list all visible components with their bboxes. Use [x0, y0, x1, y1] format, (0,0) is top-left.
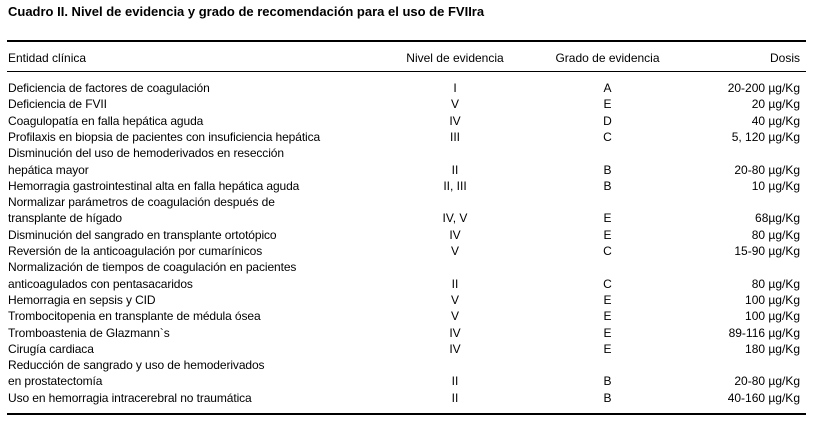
- table-header: [0, 50, 820, 66]
- cell-level: IV: [449, 227, 461, 242]
- table-bottom-rule: [7, 413, 806, 415]
- cell-entity: en prostatectomía: [8, 374, 103, 389]
- cell-level: V: [450, 244, 459, 258]
- table-row: [0, 325, 820, 341]
- cell-dose: 20-80 µg/Kg: [734, 162, 800, 177]
- cell-level: II: [451, 374, 459, 389]
- cell-level: II: [451, 390, 459, 405]
- table-row: [0, 162, 820, 178]
- table-row: [0, 145, 820, 161]
- table-row: [0, 341, 820, 357]
- column-header-grade: Grado de evidencia: [555, 51, 660, 65]
- cell-dose: 20 µg/Kg: [751, 97, 800, 112]
- table-row: [0, 276, 820, 292]
- cell-grade: E: [603, 325, 612, 340]
- cell-entity: hepática mayor: [8, 162, 89, 177]
- table-row: [0, 194, 820, 210]
- cell-grade: D: [603, 113, 612, 128]
- cell-dose: 100 µg/Kg: [745, 309, 800, 324]
- table-row: [0, 129, 820, 145]
- cell-entity: anticoagulados con pentasacaridos: [8, 276, 193, 291]
- table-row: [0, 80, 820, 96]
- column-header-entity: Entidad clínica: [8, 51, 87, 65]
- cell-level: V: [450, 97, 459, 112]
- cell-entity: Normalizar parámetros de coagulación después de: [8, 195, 275, 210]
- cell-level: V: [450, 309, 459, 324]
- cell-level: IV: [449, 325, 461, 340]
- cell-entity: Disminución del uso de hemoderivados en resección: [8, 146, 284, 161]
- cell-entity: Profilaxis en biopsia de pacientes con insuficiencia hepática: [8, 129, 321, 144]
- cell-level: III: [449, 129, 460, 144]
- cell-entity: Coagulopatía en falla hepática aguda: [8, 113, 204, 128]
- cell-grade: B: [603, 374, 612, 389]
- cell-grade: A: [603, 81, 612, 95]
- cell-grade: E: [603, 309, 612, 324]
- table-row: [0, 96, 820, 112]
- table-row: [0, 178, 820, 194]
- column-header-level: Nivel de evidencia: [406, 51, 504, 65]
- cell-dose: 180 µg/Kg: [745, 341, 800, 356]
- cell-grade: B: [603, 162, 612, 177]
- cell-entity: transplante de hígado: [8, 211, 122, 226]
- table-row: [0, 227, 820, 243]
- cell-entity: Deficiencia de factores de coagulación: [8, 81, 210, 95]
- cell-dose: 80 µg/Kg: [751, 276, 800, 291]
- cell-entity: Cirugía cardiaca: [8, 341, 94, 356]
- table-row: [0, 373, 820, 389]
- cell-entity: Deficiencia de FVII: [8, 97, 107, 112]
- cell-level: II, III: [443, 178, 467, 193]
- cell-level: IV: [449, 113, 461, 128]
- table-row: [0, 243, 820, 259]
- cell-entity: Normalización de tiempos de coagulación en pacientes: [8, 260, 297, 275]
- cell-level: II: [451, 276, 459, 291]
- table-row: [0, 357, 820, 373]
- table-header-rule: [7, 71, 806, 72]
- cell-level: IV, V: [442, 211, 468, 226]
- cell-dose: 89-116 µg/Kg: [728, 325, 800, 340]
- cell-dose: 10 µg/Kg: [751, 178, 800, 193]
- cell-grade: B: [603, 390, 612, 405]
- cell-entity: Hemorragia en sepsis y CID: [8, 292, 156, 307]
- cell-level: V: [450, 292, 459, 307]
- cell-grade: C: [603, 276, 612, 291]
- cell-grade: E: [603, 341, 612, 356]
- cell-entity: Reversión de la anticoagulación por cumarínicos: [8, 244, 263, 258]
- cell-grade: E: [603, 211, 612, 226]
- table-row: [0, 390, 820, 406]
- cell-entity: Hemorragia gastrointestinal alta en falla hepática aguda: [8, 178, 300, 193]
- cell-dose: 100 µg/Kg: [745, 292, 800, 307]
- cell-entity: Trombocitopenia en transplante de médula ósea: [8, 309, 261, 324]
- cell-entity: Tromboastenia de Glazmann`s: [8, 325, 170, 340]
- cell-entity: Reducción de sangrado y uso de hemoderivados: [8, 358, 265, 373]
- table-top-rule: [7, 40, 806, 42]
- cell-level: I: [453, 81, 457, 95]
- cell-dose: 40-160 µg/Kg: [727, 390, 800, 405]
- table-row: [0, 308, 820, 324]
- cell-grade: B: [603, 178, 612, 193]
- table-row: [0, 113, 820, 129]
- cell-dose: 80 µg/Kg: [751, 227, 800, 242]
- cell-grade: E: [603, 292, 612, 307]
- cell-dose: 20-200 µg/Kg: [727, 81, 800, 95]
- cell-dose: 20-80 µg/Kg: [734, 374, 800, 389]
- cell-grade: E: [603, 97, 612, 112]
- cell-dose: 5, 120 µg/Kg: [731, 129, 800, 144]
- table-title: Cuadro II. Nivel de evidencia y grado de recomendación para el uso de FVIIra: [8, 4, 485, 19]
- cell-dose: 68µg/Kg: [755, 211, 800, 226]
- cell-grade: E: [603, 227, 612, 242]
- cell-level: II: [451, 162, 459, 177]
- cell-entity: Disminución del sangrado en transplante ortotópico: [8, 227, 277, 242]
- table-row: [0, 292, 820, 308]
- cell-level: IV: [449, 341, 461, 356]
- cell-dose: 15-90 µg/Kg: [734, 244, 800, 258]
- table-row: [0, 210, 820, 226]
- cell-grade: C: [603, 244, 612, 258]
- cell-dose: 40 µg/Kg: [751, 113, 800, 128]
- table-row: [0, 259, 820, 275]
- column-header-dose: Dosis: [769, 51, 800, 65]
- cell-grade: C: [603, 129, 612, 144]
- cell-entity: Uso en hemorragia intracerebral no traumática: [8, 390, 252, 405]
